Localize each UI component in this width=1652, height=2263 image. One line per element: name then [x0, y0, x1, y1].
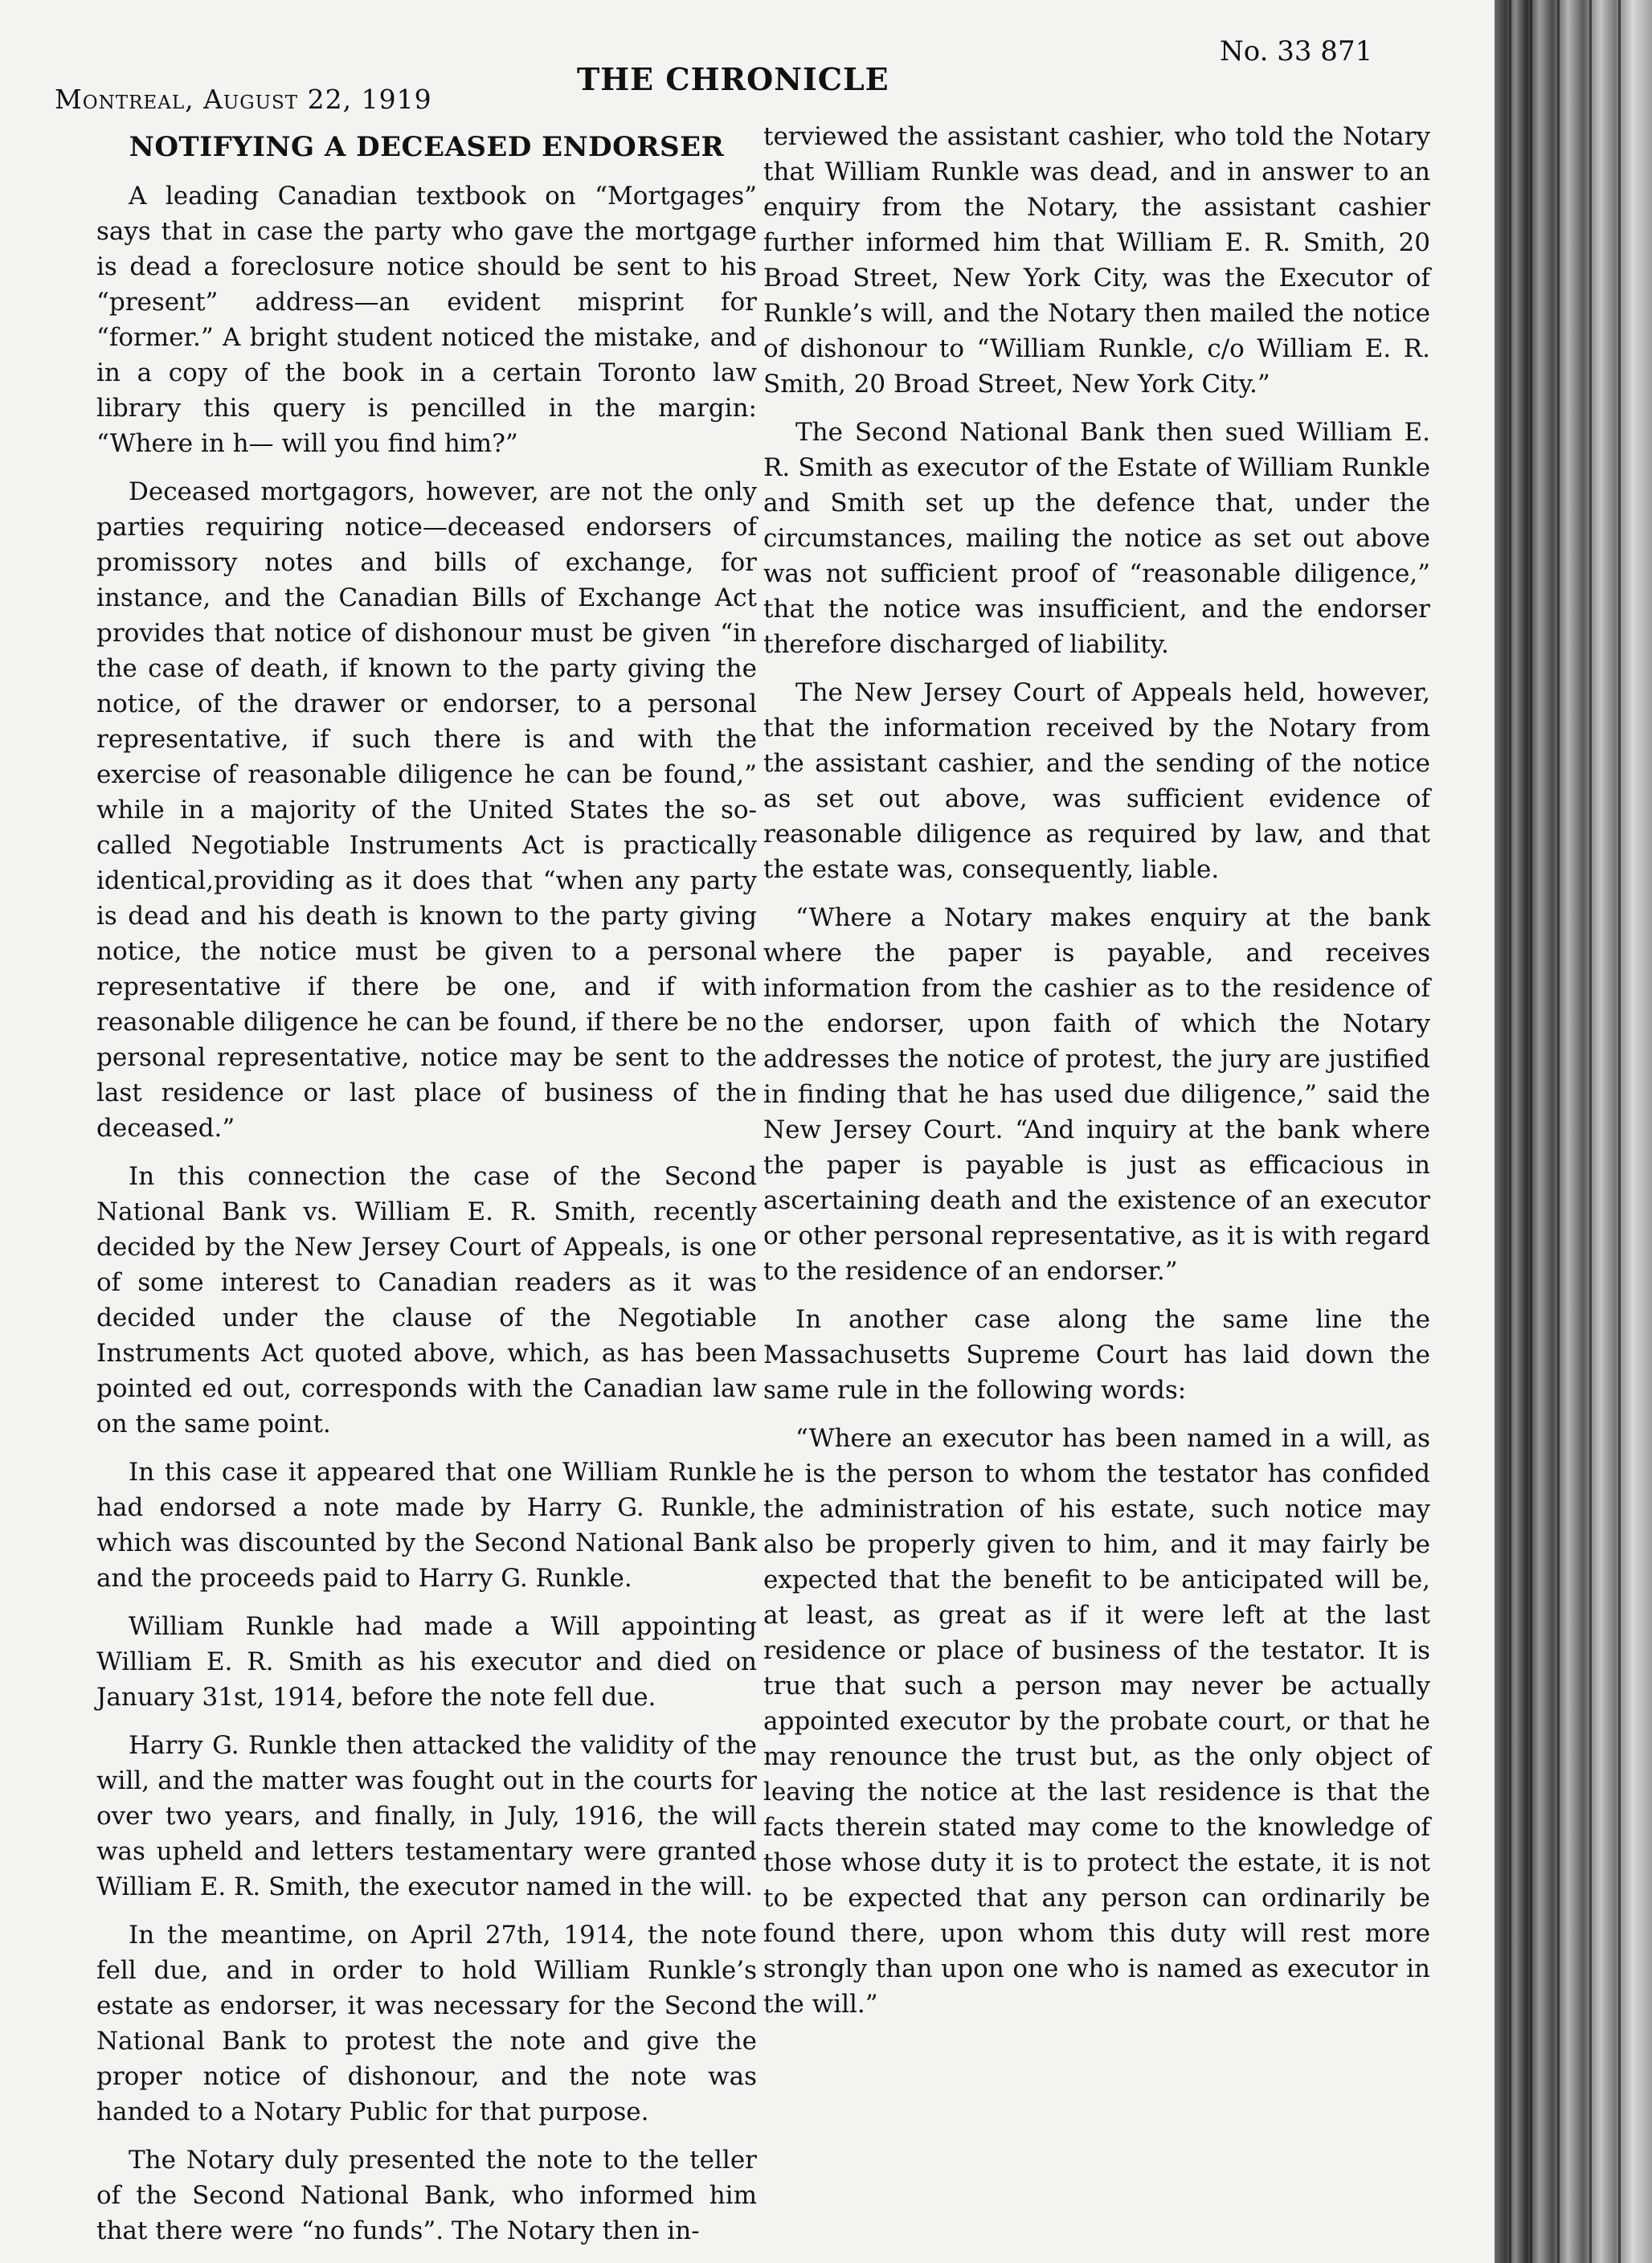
quotation-paragraph: “Where a Notary makes enquiry at the bank where the paper is payable, and receives information from the cashier as to the residence of the endorser, upon faith of which the Notary addresses the notice of protest, the jury are justified in finding that he has used due diligence,” said the New Jersey Court. “And inquiry at the bank where the paper is payable is just as efficacious in ascertaining death and the existence of an executor or other personal representative, as it is with regard to the residence of an endorser.” — [763, 903, 1430, 1286]
paragraph-continuation: terviewed the assistant cashier, who told the Notary that William Runkle was dead, and in answer to an enquiry from the Notary, the assistant cashier further informed him that William E. R. Smith, 20 Broad Street, New York City, was the Executor of Runkle’s will, and the Notary then mailed the notice of dishonour to “William Runkle, c/o William E. R. Smith, 20 Broad Street, New York City.” — [763, 122, 1430, 399]
publication-title: THE CHRONICLE — [577, 61, 889, 97]
binding-shadow-line — [1509, 0, 1511, 2263]
left-column — [96, 129, 757, 2261]
paragraph: The New Jersey Court of Appeals held, however, that the information received by the Notary from the assistant cashier, and the sending of the notice as set out above, was sufficient evidence of reasonable diligence as required by law, and that the estate was, consequently, liable. — [763, 678, 1430, 884]
binding-shadow-line — [1618, 0, 1621, 2263]
paragraph: Deceased mortgagors, however, are not the only parties requiring notice—deceased endorsers of promissory notes and bills of exchange, for instance, and the Canadian Bills of Exchange Act provides that notice of dishonour must be given “in the case of death, if known to the party giving the notice, of the drawer or endorser, to a personal representative, if such there is and with the exercise of reasonable diligence he can be found,” while in a majority of the United States the so-called Negotiable Instruments Act is practically identical,providing as it does that “when any party is dead and his death is known to the party giving notice, the notice must be given to a personal representative if there be one, and if with reasonable diligence he can be found, if there be no personal representative, notice may be sent to the last residence or last place of business of the deceased.” — [96, 477, 757, 1143]
page-number: No. 33 871 — [1220, 35, 1373, 68]
paragraph: A leading Canadian textbook on “Mortgages” says that in case the party who gave the mortgage is dead a foreclosure notice should be sent to his “present” address—an evident misprint for “former.” A bright student noticed the mistake, and in a copy of the book in a certain Toronto law library this query is pencilled in the margin: “Where in h— will you find him?” — [96, 182, 757, 458]
paragraph: In another case along the same line the Massachusetts Supreme Court has laid down the same rule in the following words: — [763, 1305, 1430, 1405]
paragraph: In this connection the case of the Second National Bank vs. William E. R. Smith, recently decided by the New Jersey Court of Appeals, is one of some interest to Canadian readers as it was decided under the clause of the Negotiable Instruments Act quoted above, which, as has been pointed ed out, corresponds with the Canadian law on the same point. — [96, 1162, 757, 1438]
paragraph: In this case it appeared that one William Runkle had endorsed a note made by Harry G. Runkle, which was discounted by the Second National Bank and the proceeds paid to Harry G. Runkle. — [96, 1458, 757, 1593]
binding-shadow-line — [1557, 0, 1560, 2263]
paragraph: William Runkle had made a Will appointing William E. R. Smith as his executor and died on January 31st, 1914, before the note fell due. — [96, 1612, 757, 1712]
paragraph: The Notary duly presented the note to the teller of the Second National Bank, who informed him that there were “no funds”. The Notary then in- — [96, 2146, 757, 2245]
book-binding-edge — [1495, 0, 1652, 2263]
paragraph: In the meantime, on April 27th, 1914, the note fell due, and in order to hold William Runkle’s estate as endorser, it was necessary for the Second National Bank to protest the note and give the proper notice of dishonour, and the note was handed to a Notary Public for that purpose. — [96, 1921, 757, 2126]
quotation-paragraph: “Where an executor has been named in a will, as he is the person to whom the testator has confided the administration of his estate, such notice may also be properly given to him, and it may fairly be expected that the benefit to be anticipated will be, at least, as great as if it were left at the last residence or place of business of the testator. It is true that such a person may never be actually appointed executor by the probate court, or that he may renounce the trust but, as the only object of leaving the notice at the last residence is that the facts therein stated may come to the knowledge of those whose duty it is to protect the estate, it is not to be expected that any person can ordinarily be found there, upon whom this duty will rest more strongly than upon one who is named as executor in the will.” — [763, 1424, 1430, 2019]
article-title: NOTIFYING A DECEASED ENDORSER — [129, 131, 725, 163]
right-column — [763, 119, 1430, 2035]
issue-date: Montreal, August 22, 1919 — [55, 84, 432, 115]
binding-shadow-line — [1589, 0, 1592, 2263]
binding-shadow-line — [1530, 0, 1532, 2263]
paragraph: The Second National Bank then sued William E. R. Smith as executor of the Estate of William Runkle and Smith set up the defence that, under the circumstances, mailing the notice as set out above was not sufficient proof of “reasonable diligence,” that the notice was insufficient, and the endorser therefore discharged of liability. — [763, 418, 1430, 659]
paragraph: Harry G. Runkle then attacked the validity of the will, and the matter was fought out in the courts for over two years, and finally, in July, 1916, the will was upheld and letters testamentary were granted William E. R. Smith, the executor named in the will. — [96, 1731, 757, 1901]
